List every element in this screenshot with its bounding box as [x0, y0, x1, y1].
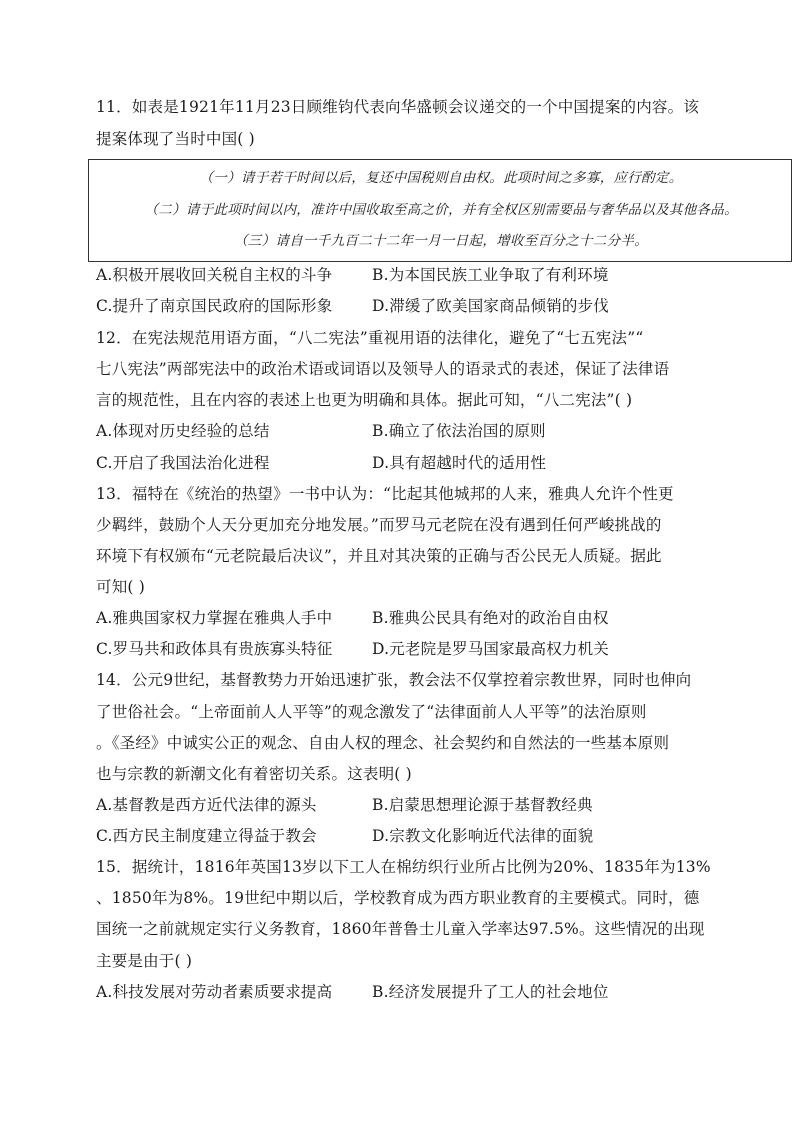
question-15-line-3: 国统一之前就规定实行义务教育，1860年普鲁士儿童入学率达97.5%。这些情况的出现	[96, 920, 705, 938]
question-14-option-c[interactable]: C.西方民主制度建立得益于教会	[96, 827, 317, 845]
proposal-item-1: （一）请于若干时间以后，复还中国税则自由权。此项时间之多寡，应行酌定。	[199, 170, 683, 186]
question-12-line-3: 言的规范性，且在内容的表述上也更为明确和具体。据此可知，“八二宪法”( )	[96, 391, 633, 409]
question-13-line-1: 13．福特在《统治的热望》一书中认为：“比起其他城邦的人来，雅典人允许个性更	[96, 485, 674, 503]
question-12-option-d[interactable]: D.具有超越时代的适用性	[372, 454, 547, 472]
question-12-option-c[interactable]: C.开启了我国法治化进程	[96, 454, 270, 472]
question-11-option-b[interactable]: B.为本国民族工业争取了有利环境	[372, 266, 609, 284]
question-11-line-2: 提案体现了当时中国( )	[96, 130, 255, 148]
question-13-option-d[interactable]: D.元老院是罗马国家最高权力机关	[372, 640, 610, 658]
question-13-option-b[interactable]: B.雅典公民具有绝对的政治自由权	[372, 609, 609, 627]
question-14-line-3: 。《圣经》中诚实公正的观念、自由人权的理念、社会契约和自然法的一些基本原则	[96, 734, 670, 752]
question-15-option-a[interactable]: A.科技发展对劳动者素质要求提高	[96, 983, 333, 1001]
question-11-option-c[interactable]: C.提升了南京国民政府的国际形象	[96, 297, 333, 315]
question-14-line-1: 14．公元9世纪，基督教势力开始迅速扩张，教会法不仅掌控着宗教世界，同时也伸向	[96, 671, 692, 689]
question-15-line-4: 主要是由于( )	[96, 952, 193, 970]
question-14-line-4: 也与宗教的新潮文化有着密切关系。这表明( )	[96, 765, 412, 783]
question-15-option-b[interactable]: B.经济发展提升了工人的社会地位	[372, 983, 609, 1001]
proposal-item-2: （二）请于此项时间以内，准许中国收取至高之价，并有全权区别需要品与奢华品以及其他各品。	[144, 202, 738, 218]
question-14-option-d[interactable]: D.宗教文化影响近代法律的面貌	[372, 827, 594, 845]
question-12-line-1: 12．在宪法规范用语方面，“八二宪法”重视用语的法律化，避免了“七五宪法”“	[96, 329, 644, 347]
question-13-option-a[interactable]: A.雅典国家权力掌握在雅典人手中	[96, 609, 333, 627]
question-13-option-c[interactable]: C.罗马共和政体具有贵族寡头特征	[96, 640, 333, 658]
question-13-line-4: 可知( )	[96, 578, 146, 596]
question-11-option-d[interactable]: D.滞缓了欧美国家商品倾销的步伐	[372, 297, 610, 315]
question-15-line-1: 15．据统计，1816年英国13岁以下工人在棉纺织行业所占比例为20%、1835年为13%	[96, 858, 711, 876]
question-14-option-a[interactable]: A.基督教是西方近代法律的源头	[96, 796, 317, 814]
question-12-option-a[interactable]: A.体现对历史经验的总结	[96, 422, 270, 440]
question-15-line-2: 、1850年为8%。19世纪中期以后，学校教育成为西方职业教育的主要模式。同时，德	[96, 889, 700, 907]
question-11-line-1: 11．如表是1921年11月23日顾维钧代表向华盛顿会议递交的一个中国提案的内容。该	[96, 98, 700, 116]
question-14-option-b[interactable]: B.启蒙思想理论源于基督教经典	[372, 796, 593, 814]
question-11-option-a[interactable]: A.积极开展收回关税自主权的斗争	[96, 266, 333, 284]
question-13-line-3: 环境下有权颁布“元老院最后决议”，并且对其决策的正确与否公民无人质疑。据此	[96, 547, 662, 565]
question-13-line-2: 少羁绊，鼓励个人天分更加充分地发展。”而罗马元老院在没有遇到任何严峻挑战的	[96, 516, 662, 534]
proposal-table	[88, 159, 792, 262]
question-12-option-b[interactable]: B.确立了依法治国的原则	[372, 422, 546, 440]
proposal-item-3: （三）请自一千九百二十二年一月一日起，增收至百分之十二分半。	[234, 233, 648, 249]
question-12-line-2: 七八宪法”两部宪法中的政治术语或词语以及领导人的语录式的表述，保证了法律语	[96, 360, 670, 378]
question-14-line-2: 了世俗社会。“上帝面前人人平等”的观念激发了“法律面前人人平等”的法治原则	[96, 703, 647, 721]
